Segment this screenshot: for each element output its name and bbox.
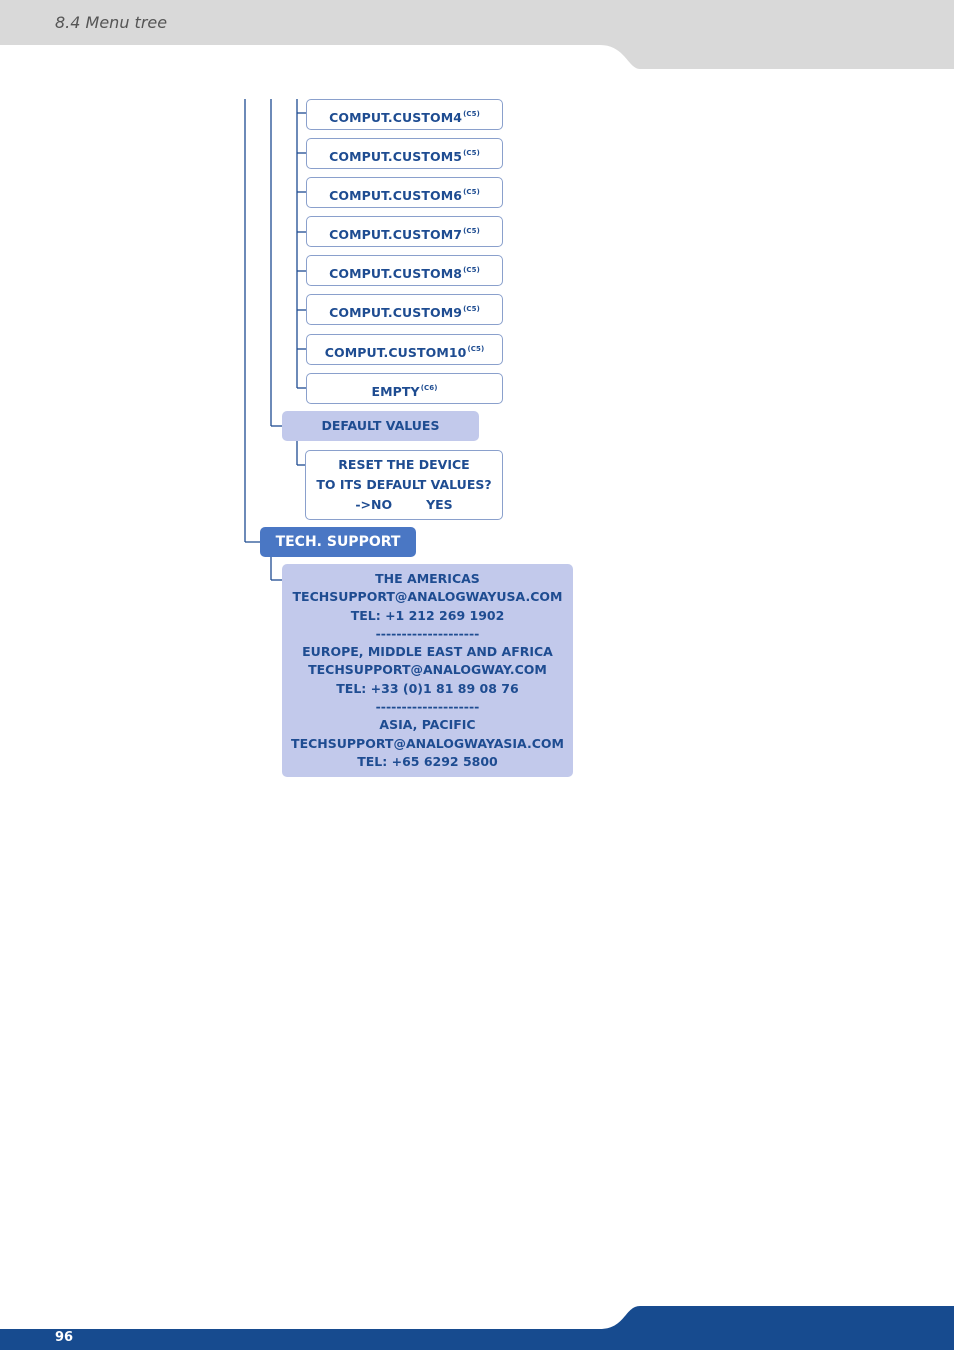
footer-band: [0, 1300, 954, 1350]
support-phone-americas: TEL: +1 212 269 1902: [350, 607, 505, 623]
menu-item-comput-custom7[interactable]: [306, 216, 503, 247]
menu-item-label: COMPUT.CUSTOM7: [329, 227, 463, 242]
support-region-emea: EUROPE, MIDDLE EAST AND AFRICA: [302, 644, 553, 660]
menu-item-note: (C5): [467, 345, 485, 353]
support-separator: --------------------: [375, 699, 480, 715]
support-email-americas: TECHSUPPORT@ANALOGWAYUSA.COM: [292, 589, 563, 605]
section-title: 8.4 Menu tree: [55, 13, 168, 32]
menu-item-label: COMPUT.CUSTOM5: [329, 149, 463, 164]
menu-item-label: COMPUT.CUSTOM8: [329, 266, 463, 281]
tech-support-menu[interactable]: TECH. SUPPORT: [260, 527, 416, 557]
menu-item-label: COMPUT.CUSTOM10: [324, 345, 467, 360]
menu-item-note: (C5): [463, 305, 480, 313]
menu-item-label: COMPUT.CUSTOM6: [329, 188, 463, 203]
menu-item-empty[interactable]: [306, 373, 503, 404]
menu-item-note: (C5): [463, 188, 480, 196]
menu-item-note: (C5): [463, 227, 480, 235]
menu-item-comput-custom10[interactable]: [306, 334, 503, 365]
menu-item-comput-custom9[interactable]: [306, 294, 503, 325]
reset-option-yes[interactable]: YES: [426, 497, 453, 512]
reset-option-no[interactable]: ->NO: [355, 497, 393, 512]
menu-item-comput-custom6[interactable]: [306, 177, 503, 208]
support-region-americas: THE AMERICAS: [375, 571, 480, 586]
support-email-apac: TECHSUPPORT@ANALOGWAYASIA.COM: [291, 735, 564, 751]
menu-item-comput-custom8[interactable]: [306, 255, 503, 286]
support-phone-emea: TEL: +33 (0)1 81 89 08 76: [336, 680, 519, 696]
reset-prompt-line2: TO ITS DEFAULT VALUES?: [316, 477, 492, 492]
default-values-menu[interactable]: DEFAULT VALUES: [282, 411, 479, 441]
menu-item-label: COMPUT.CUSTOM4: [329, 110, 463, 125]
menu-item-label: EMPTY: [371, 384, 420, 399]
menu-item-note: (C5): [463, 110, 480, 118]
support-region-apac: ASIA, PACIFIC: [379, 717, 476, 733]
menu-item-comput-custom5[interactable]: [306, 138, 503, 169]
tech-support-info: [282, 564, 573, 777]
support-phone-apac: TEL: +65 6292 5800: [357, 753, 498, 769]
page-number: 96: [55, 1330, 74, 1345]
menu-item-note: (C6): [420, 384, 438, 392]
support-separator: --------------------: [375, 625, 480, 641]
support-email-emea: TECHSUPPORT@ANALOGWAY.COM: [308, 662, 547, 678]
reset-prompt-line1: RESET THE DEVICE: [338, 457, 470, 472]
menu-item-note: (C5): [463, 266, 480, 274]
reset-device-dialog: [305, 450, 503, 520]
menu-item-comput-custom4[interactable]: [306, 99, 503, 130]
menu-item-note: (C5): [463, 149, 480, 157]
menu-item-label: COMPUT.CUSTOM9: [329, 305, 463, 320]
